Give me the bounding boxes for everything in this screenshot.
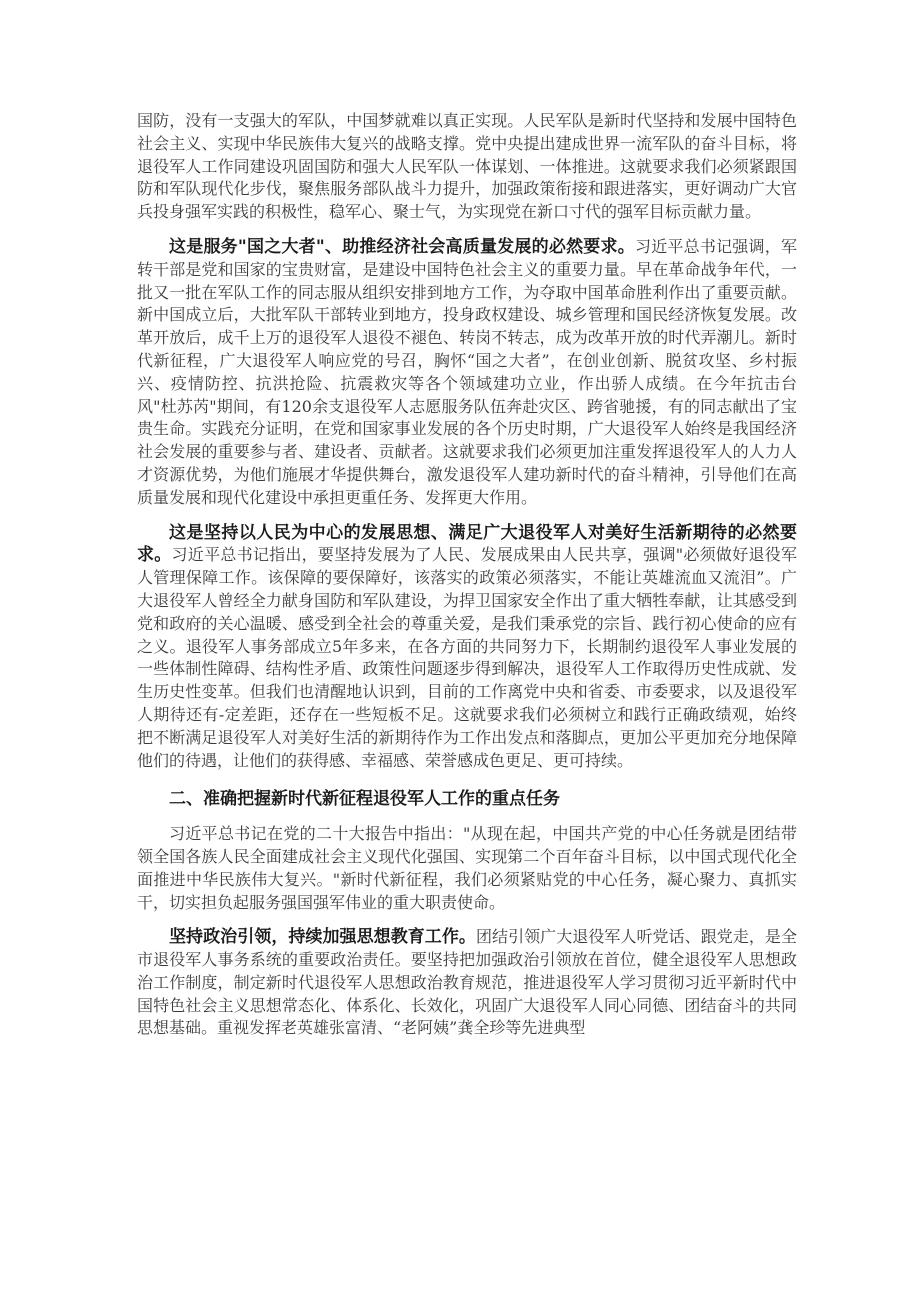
paragraph-lead: 这是服务"国之大者"、助推经济社会高质量发展的必然要求。 xyxy=(169,236,635,257)
paragraph-body: 国防，没有一支强大的军队，中国梦就难以真正实现。人民军队是新时代坚持和发展中国特色社会主义、实现中华民族伟大复兴的战略支撑。党中央提出建成世界一流军队的奋斗目标，将退役军人工作同建设巩固国防和强大人民军队一体谋划、一体推进。这就要求我们必须紧跟国防和军队现代化步伐，聚焦服务部队战斗力提升，加强政策衔接和跟进落实，更好调动广大官兵投身强军实践的积极性，稳军心、聚士气，为实现党在新口寸代的强军目标贡献力量。 xyxy=(137,111,797,222)
paragraph-lead: 这是坚持以人民为中心的发展思想、满足广大退役军人对美好生活新期待的必然要求。 xyxy=(137,522,797,566)
paragraph-body: 习近平总书记指出，要坚持发展为了人民、发展成果由人民共享，强调"必须做好退役军人管理保障工作。该保障的要保障好，该落实的政策必须落实，不能让英雄流血又流泪”。广大退役军人曾经全力献身国防和军队建设，为捍卫国家安全作出了重大牺牲奉献，让其感受到党和政府的关心温暖、感受到全社会的尊重关爱，是我们秉承党的宗旨、践行初心使命的应有之义。退役军人事务部成立5年多来，在各方面的共同努力下，长期制约退役军人事业发展的一些体制性障碍、结构性矛盾、政策性问题逐步得到解决，退役军人工作取得历史性成就、发生历史性变革。但我们也清醒地认识到，目前的工作离党中央和省委、市委要求，以及退役军人期待还有-定差距，还存在一些短板不足。这就要求我们必须树立和践行正确政绩观，始终把不断满足退役军人对美好生活的新期待作为工作出发点和落脚点，更加公平更加充分地保障他们的待遇，让他们的获得感、幸福感、荣誉感成色更足、更可持续。 xyxy=(137,545,797,770)
paragraph-national-defense xyxy=(137,110,797,224)
paragraph-central-task xyxy=(137,823,797,914)
paragraph-body: 团结引领广大退役军人听党话、跟党走，是全市退役军人事务系统的重要政治责任。要坚持把加强政治引领放在首位，健全退役军人思想政治工作制度，制定新时代退役军人思想政治教育规范，推进退役军人学习贯彻习近平新时代中国特色社会主义思想常态化、体系化、长效化，巩固广大退役军人同心同德、团结奋斗的共同思想基础。重视发挥老英雄张富清、“老阿姨”龚全珍等先进典型 xyxy=(137,927,797,1038)
document-page xyxy=(137,110,797,1052)
paragraph-lead: 坚持政治引领，持续加强思想教育工作。 xyxy=(169,927,476,948)
paragraph-people-centered xyxy=(137,522,797,773)
paragraph-political-guidance xyxy=(137,926,797,1040)
paragraph-guozhidazhe xyxy=(137,236,797,510)
paragraph-body: 习近平总书记强调，军转干部是党和国家的宝贵财富，是建设中国特色社会主义的重要力量。早在革命战争年代，一批又一批在军队工作的同志服从组织安排到地方工作，为夺取中国革命胜利作出了重要贡献。新中国成立后，大批军队干部转业到地方，投身政权建设、城乡管理和国民经济恢复发展。改革开放后，成千上万的退役军人退役不褪色、转岗不转志，成为改革开放的时代弄潮儿。新时代新征程，广大退役军人响应党的号召，胸怀“国之大者”，在创业创新、脱贫攻坚、乡村振兴、疫情防控、抗洪抢险、抗震救灾等各个领域建功立业，作出骄人成绩。在今年抗击台风"杜苏芮"期间，有120余支退役军人志愿服务队伍奔赴灾区、跨省驰援，有的同志献出了宝贵生命。实践充分证明，在党和国家事业发展的各个历史时期，广大退役军人始终是我国经济社会发展的重要参与者、建设者、贡献者。这就要求我们必须更加注重发挥退役军人的人力人才资源优势，为他们施展才华提供舞台，激发退役军人建功新时代的奋斗精神，引导他们在高质量发展和现代化建设中承担更重任务、发挥更大作用。 xyxy=(137,236,797,507)
paragraph-body: 习近平总书记在党的二十大报告中指出："从现在起，中国共产党的中心任务就是团结带领全国各族人民全面建成社会主义现代化强国、实现第二个百年奋斗目标，以中国式现代化全面推进中华民族伟大复兴。"新时代新征程，我们必须紧贴党的中心任务，凝心聚力、真抓实干，切实担负起服务强国强军伟业的重大职责使命。 xyxy=(137,824,797,912)
section-heading: 二、准确把握新时代新征程退役军人工作的重点任务 xyxy=(169,789,560,810)
